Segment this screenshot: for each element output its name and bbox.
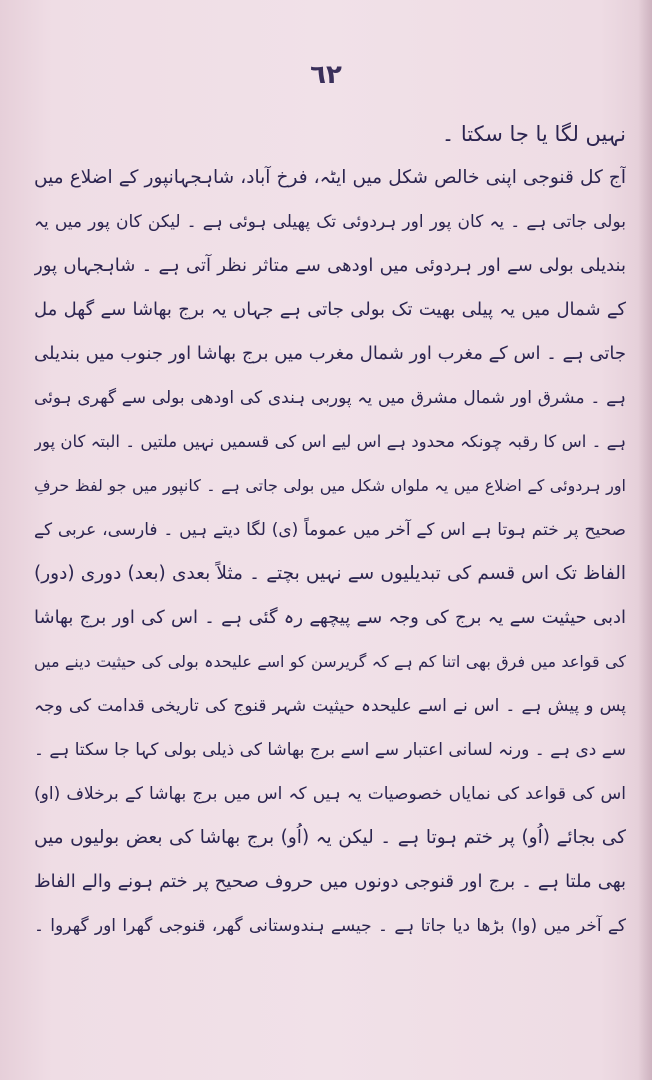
text-line: کی قواعد میں فرق بھی اتنا کم ہے کہ گریرسن کو اسے علیحدہ بولی کی حیثیت دینے میں: [34, 652, 626, 671]
text-line: ادبی حیثیت سے یہ برج کی وجہ سے پیچھے رہ گئی ہے ۔ اس کی اور برج بھاشا: [34, 607, 626, 628]
text-line: نہیں لگا یا جا سکتا ۔: [441, 122, 626, 146]
text-line: صحیح پر ختم ہوتا ہے اس کے آخر میں عموماً (ی) لگا دیتے ہیں ۔ فارسی، عربی کے: [34, 520, 626, 540]
text-line: کے آخر میں (وا) بڑھا دیا جاتا ہے ۔ جیسے ہندوستانی گھر، قنوجی گھرا اور گھروا ۔: [34, 916, 626, 936]
text-line: اس کی قواعد کی نمایاں خصوصیات یہ ہیں کہ اس میں برج بھاشا کے برخلاف (او): [34, 784, 626, 804]
text-line: کے شمال میں یہ پیلی بھیت تک بولی جاتی ہے جہاں یہ برج بھاشا سے گھل مل: [34, 299, 626, 320]
text-line: جاتی ہے ۔ اس کے مغرب اور شمال مغرب میں برج بھاشا اور جنوب میں بندیلی: [34, 343, 626, 364]
text-line: بولی جاتی ہے ۔ یہ کان پور اور ہردوئی تک پھیلی ہوئی ہے ۔ لیکن کان پور میں یہ: [34, 212, 626, 232]
text-line: بھی ملتا ہے ۔ برج اور قنوجی دونوں میں حروف صحیح پر ختم ہونے والے الفاظ: [34, 871, 626, 892]
text-line: کی بجائے (اُو) پر ختم ہوتا ہے ۔ لیکن یہ (اُو) برج بھاشا کی بعض بولیوں میں: [34, 827, 626, 848]
text-line: پس و پیش ہے ۔ اس نے اسے علیحدہ حیثیت شہر قنوج کی تاریخی قدامت کی وجہ: [34, 696, 626, 716]
text-line: الفاظ تک اس قسم کی تبدیلیوں سے نہیں بچتے ۔ مثلاً بعدی (بعد) دوری (دور): [34, 563, 626, 584]
text-line: ہے ۔ اس کا رقبہ چونکہ محدود ہے اس لیے اس کی قسمیں نہیں ملتیں ۔ البتہ کان پور: [34, 432, 626, 451]
text-line: سے دی ہے ۔ ورنہ لسانی اعتبار سے اسے برج بھاشا کی ذیلی بولی کہا جا سکتا ہے ۔: [34, 740, 626, 760]
page-number: ٦٢: [310, 60, 342, 90]
text-line: ہے ۔ مشرق اور شمال مشرق میں یہ پوربی ہندی کی اودھی بولی سے گھری ہوئی: [34, 388, 626, 408]
body-text: [34, 112, 626, 948]
text-line: بندیلی بولی سے اور ہردوئی میں اودھی سے متاثر نظر آتی ہے ۔ شاہجہاں پور: [34, 255, 626, 276]
text-line: اور ہردوئی کے اضلاع میں یہ ملواں شکل میں بولی جاتی ہے ۔ کانپور میں جو لفظ حرفِ: [34, 476, 626, 495]
text-line: آج کل قنوجی اپنی خالص شکل میں ایٹہ، فرخ آباد، شاہجہانپور کے اضلاع میں: [34, 167, 626, 188]
page-edge-shadow: [638, 0, 652, 1080]
